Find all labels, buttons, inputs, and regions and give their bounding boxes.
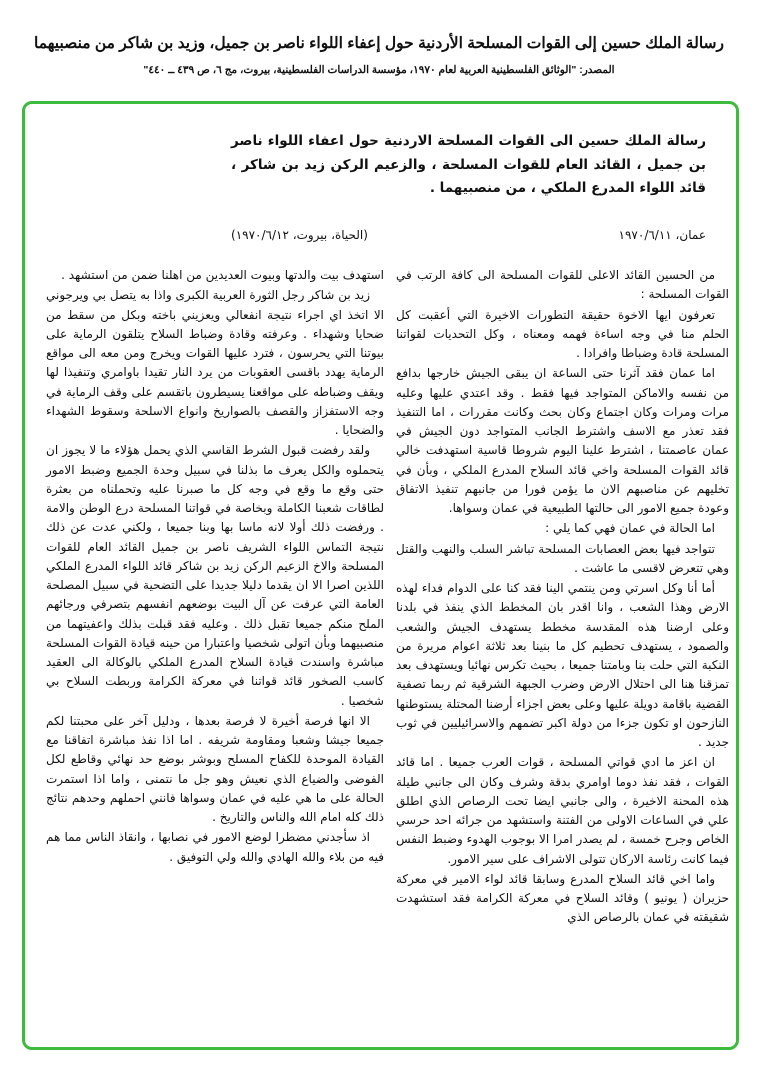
paragraph: اما الحالة في عمان فهي كما يلي : [545, 521, 715, 536]
paragraph: اذ سأجدني مضطرا لوضع الامور في نصابها ، وانقاذ الناس مما هم فيه من بلاء والله الهادي والله ولي التوفيق . [46, 830, 384, 864]
paragraph: من الحسين القائد الاعلى للقوات المسلحة الى كافة الرتب في القوات المسلحة : [396, 268, 729, 302]
paragraph: ان اعز ما ادي قواتي المسلحة ، قوات العرب جميعا . اما قائد القوات ، فقد نفذ دوما اوامري بدقة وشرف وكان الى جانبي طيلة هذه المحنة الاخيرة ، والى جانبي ايضا تحت الرصاص الذي اطلق علي في الساعات الاولى من الفتنة واستشهد من جرائه احد حرسي الخاص وجرح خمسة ، لم يصدر امرا الا بوجوب الهدوء وضبط النفس فيما كانت رئاسة الاركان تتولى الاشراف على سير الامور. [396, 755, 729, 866]
date-place: عمان، ١٩٧٠/٦/١١ [618, 228, 706, 242]
left-column [46, 266, 384, 868]
right-column [396, 266, 729, 929]
paragraph: استهدف بيت والدتها وبيوت العديدين من اهلنا ضمن من استشهد . [61, 268, 384, 282]
source-citation: المصدر: "الوثائق الفلسطينية العربية لعام ١٩٧٠، مؤسسة الدراسات الفلسطينية، بيروت، مج ٦، ص ٤٣٩ ــ ٤٤٠" [143, 64, 615, 76]
date-line [231, 228, 706, 242]
paragraph: الا انها فرصة أخيرة لا فرصة بعدها ، ودليل آخر على محبتنا لكم جميعا جيشا وشعبا ومقاومة شريفه . اما اذا نفذ مباشرة اتفاقنا مع القيادة الموحدة للكفاح المسلح وبوشر بوضع حد نهائي وقاطع لكل الفوضى والضياع الذي نعيش وهو جل ما نتمنى ، واما اذا استمرت الحالة على ما هي عليه في عمان وسواها فانني احملهم وحدهم نتائج ذلك كله امام الله والناس والتاريخ . [46, 713, 384, 824]
paragraph: واما اخي قائد السلاح المدرع وسابقا قائد لواء الامير في معركة حزيران ( يونيو ) وقائد السلاح في معركة الكرامة فقد استشهدت شقيقته في عمان بالرصاص الذي [396, 871, 729, 925]
paragraph: أما أنا وكل اسرتي ومن ينتمي الينا فقد كنا على الدوام فداء لهذه الارض وهذا الشعب ، وانا اقدر بان المخطط الذي ينفذ في بلدنا وعلى ارضنا هذه المقدسة مخطط يستهدف الجيش والشعب والصمود ، يستهدف تحطيم كل ما بنينا بعد ثلاثة اعوام مريرة من النكبة التي حلت بنا وبامتنا جميعا ، بحيث تكرس نهائيا ويستهدف بعد تمزقنا هنا الى احتلال الارض وضرب الجبهة الشرقية ثم ربما تصفية القضية باقامة دويلة عليها وعلى بعض اجزاء أرضنا المحتلة يستوطنها النازحون او تكون جزءا من دولة اكبر تضمهم والاسرائيليين في ثوب جديد . [396, 581, 729, 749]
document-title: رسالة الملك حسين الى القوات المسلحة الاردنية حول اعفاء اللواء ناصر بن جميل ، القائد العام للقوات المسلحة ، والزعيم الركن زيد بن شاكر ، قائد اللواء المدرع الملكي ، من منصبيهما . [231, 133, 706, 196]
paragraph: تعرفون ايها الاخوة حقيقة التطورات الاخيرة التي أعقبت كل الحلم منا في وجه اساءة فهمه ومعناه ، وكل التحديات لقواتنا المسلحة قادة وضباطا وافرادا . [396, 307, 729, 360]
paragraph: اما عمان فقد آثرنا حتى الساعة ان يبقى الجيش خارجها بدافع من نفسه والاماكن المتواجد فيها فقط . وقد اعتدي عليها وعليه مرات ومرات وكان اجتماع وكان بحث وكانت مقررات ، اما التنفيذ فقد تعذر مع الاسف واشترط الجانب المتواجد دون الجيش في عمان عاصمتنا ، اشترط علينا اليوم شروطا قاسية استهدفت خالي قائد القوات المسلحة واخي قائد السلاح المدرع الملكي ، وبأن في تخليهم عن مناصبهم الان ما يؤمن فورا من جانبهم تنفيذ الاتفاق وعودة جميع الامور الى حالتها الطبيعية في عمان وسواها. [396, 366, 729, 515]
paragraph: زيد بن شاكر رجل الثورة العربية الكبرى واذا به يتصل بي ويرجوني الا اتخذ اي اجراء نتيجة انفعالي ويعزيني باخته وبكل من سقط من ضحايا وشهداء . وعرفته وقادة وضباط السلاح يتلقون الرماية على بيوتنا التي يحرسون ، فترد عليها القوات ويخرج ومن معه الى مواقع الرماية يهدد باقسى العقوبات من يرد النار تقيدا باوامري وتنفيذا لها ويقف وضباطه على مواقعنا يسيطرون باتقسم على وقف الرماية في وجه الاستفزاز والقصف بالصواريخ وانواع الاسلحة وسقوط الشهداء والضحايا . [46, 288, 384, 437]
publication-reference: (الحياة، بيروت، ١٩٧٠/٦/١٢) [231, 228, 368, 242]
page-heading: رسالة الملك حسين إلى القوات المسلحة الأردنية حول إعفاء اللواء ناصر بن جميل، وزيد بن شاكر من منصبيهما [33, 35, 725, 52]
paragraph: ولقد رفضت قبول الشرط القاسي الذي يحمل هؤلاء ما لا يجوز ان يتحملوه والكل يعرف ما بذلنا في سبيل وحدة الجميع وضبط الامور حتى وقع ما وقع في وجه كل ما صبرنا عليه وتحملناه من بعثرة لطاقات شعبنا الكاملة وبخاصة في قواتنا المسلحة درع الوطن والامة . ورفضت ذلك أولا لانه ماسا بها وبنا جميعا ، ولكني عدت عن ذلك نتيجة التماس اللواء الشريف ناصر بن جميل القائد العام للقوات المسلحة والاخ الزعيم الركن زيد بن شاكر قائد اللواء المدرع الملكي اللذين اصرا الا ان يقدما دليلا جديدا على التضحية في سبيل المصلحة العامة التي عرفت عن آل البيت بوضعهم انفسهم بتصرفي ورجائهم الملح منكم جميعا تقبل ذلك . وعليه فقد قبلت بذلك واعفيتهما من منصبيهما وبأن اتولى شخصيا واعتبارا من حينه قيادة القوات المسلحة مباشرة واسندت قيادة السلاح المدرع الملكي بالوكالة الى العقيد كاسب الصخور قائد قواتنا في معركة الكرامة وربطت السلاح بي شخصيا . [46, 443, 384, 708]
paragraph: تتواجد فيها بعض العصابات المسلحة تباشر السلب والنهب والقتل وهي تتعرض لاقسى ما عاشت . [396, 541, 729, 575]
